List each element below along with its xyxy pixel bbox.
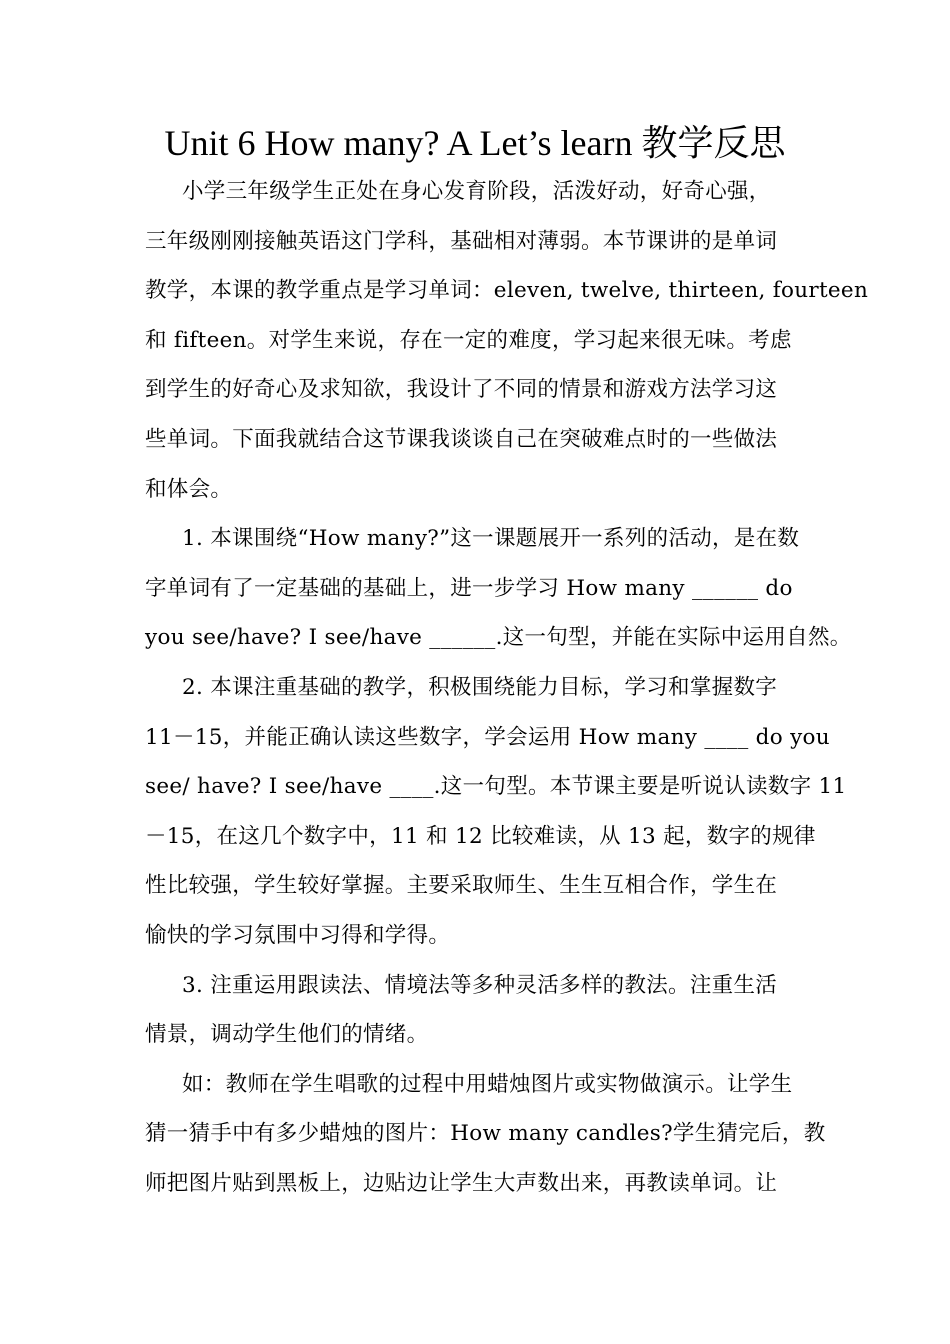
- paragraph-line: 3. 注重运用跟读法、情境法等多种灵活多样的教法。注重生活: [182, 972, 778, 998]
- paragraph-line: 教学，本课的教学重点是学习单词：eleven, twelve, thirteen, fourteen: [145, 278, 869, 304]
- paragraph-line: you see/have? I see/have ______.这一句型，并能在实际中运用自然。: [145, 625, 852, 651]
- paragraph-line: 猜一猜手中有多少蜡烛的图片：How many candles?学生猜完后，教: [145, 1121, 826, 1147]
- paragraph-line: 些单词。下面我就结合这节课我谈谈自己在突破难点时的一些做法: [145, 426, 778, 452]
- document-body: [145, 167, 869, 1208]
- paragraph-line: －15，在这几个数字中，11 和 12 比较难读，从 13 起，数字的规律: [145, 823, 816, 849]
- document-title: Unit 6 How many? A Let’s learn 教学反思: [164, 123, 786, 163]
- paragraph-line: 性比较强，学生较好掌握。主要采取师生、生生互相合作，学生在: [145, 873, 778, 899]
- paragraph-line: 三年级刚刚接触英语这门学科，基础相对薄弱。本节课讲的是单词: [145, 228, 778, 254]
- paragraph-line: 情景，调动学生他们的情绪。: [145, 1022, 429, 1048]
- paragraph-line: 愉快的学习氛围中习得和学得。: [145, 922, 451, 948]
- paragraph-line: 1. 本课围绕“How many?”这一课题展开一系列的活动，是在数: [182, 526, 800, 552]
- paragraph-line: 小学三年级学生正处在身心发育阶段，活泼好动，好奇心强，: [182, 179, 771, 204]
- paragraph-line: 2. 本课注重基础的教学，积极围绕能力目标，学习和掌握数字: [182, 674, 778, 700]
- paragraph-line: 和 fifteen。对学生来说，存在一定的难度，学习起来很无味。考虑: [145, 327, 792, 353]
- paragraph-line: see/ have? I see/have ____.这一句型。本节课主要是听说认读数字 11: [145, 774, 847, 800]
- paragraph-line: 11－15，并能正确认读这些数字，学会运用 How many ____ do you: [145, 724, 830, 750]
- paragraph-line: 和体会。: [145, 476, 233, 502]
- paragraph-line: 字单词有了一定基础的基础上，进一步学习 How many ______ do: [145, 575, 793, 601]
- paragraph-line: 如：教师在学生唱歌的过程中用蜡烛图片或实物做演示。让学生: [182, 1071, 793, 1097]
- paragraph-line: 到学生的好奇心及求知欲，我设计了不同的情景和游戏方法学习这: [145, 377, 778, 403]
- paragraph-line: 师把图片贴到黑板上，边贴边让学生大声数出来，再教读单词。让: [145, 1170, 778, 1196]
